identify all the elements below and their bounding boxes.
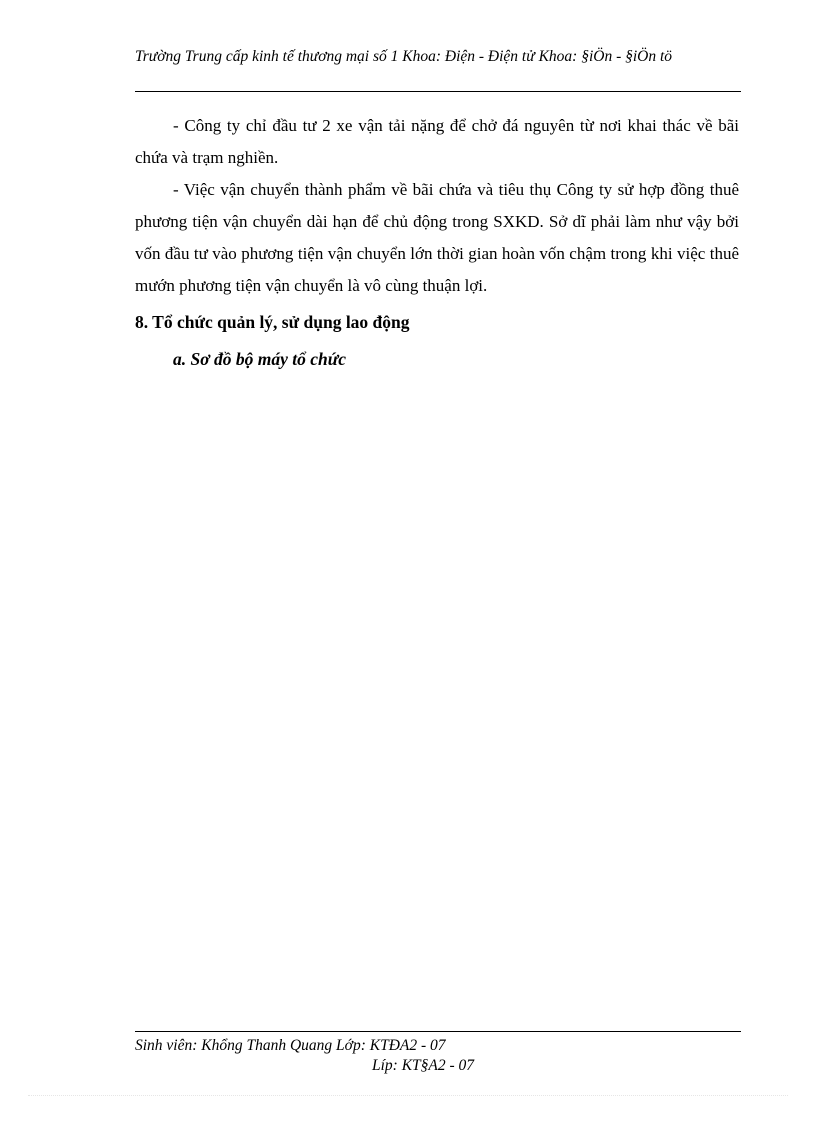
footer-class-info: Líp: KT§A2 - 07 [372,1057,475,1074]
page-body [135,110,739,370]
footer-rule [135,1031,741,1032]
section-heading: 8. Tổ chức quản lý, sử dụng lao động [135,312,410,332]
body-paragraph-2: - Việc vận chuyển thành phẩm về bãi chứa và tiêu thụ Công ty sử hợp đồng thuê phương tiện vận chuyển dài hạn để chủ động trong SXKD. Sở dĩ phải làm như vậy bởi vốn đầu tư vào phương tiện vận chuyển lớn thời gian hoàn vốn chậm trong khi việc thuê mướn phương tiện vận chuyển là vô cùng thuận lợi. [135,180,739,295]
header-rule [135,91,741,92]
body-paragraph-1: - Công ty chỉ đầu tư 2 xe vận tải nặng để chở đá nguyên từ nơi khai thác về bãi chứa và trạm nghiền. [135,116,739,167]
page-header: Trường Trung cấp kinh tế thương mại số 1 Khoa: Điện - Điện tử Khoa: §iÖn - §iÖn tö [135,48,673,65]
page-edge-divider [28,1095,788,1096]
footer-student-info: Sinh viên: Khổng Thanh Quang Lớp: KTĐA2 - 07 [135,1037,446,1054]
subsection-heading: a. Sơ đồ bộ máy tổ chức [173,349,346,369]
